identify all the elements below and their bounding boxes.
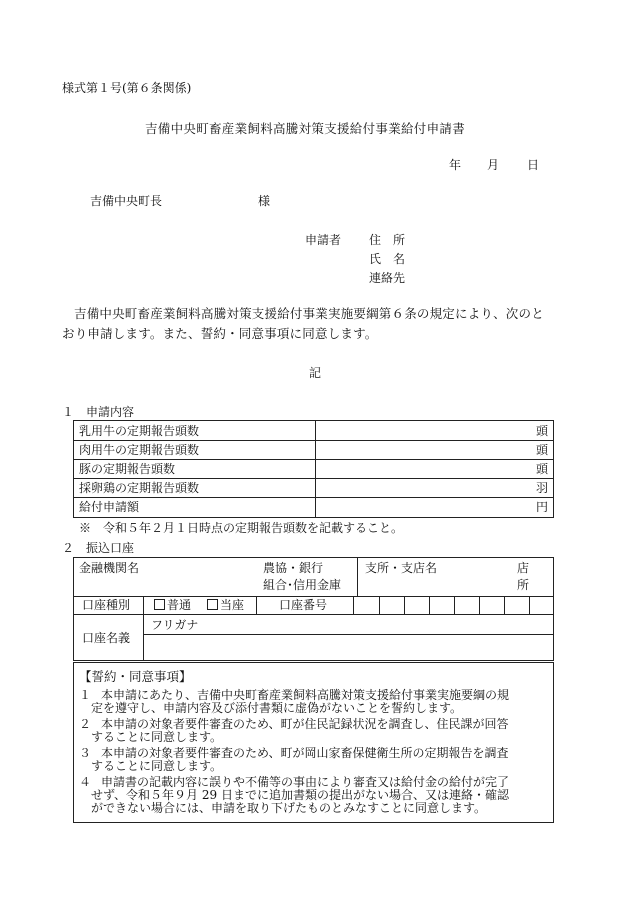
row-label-amount: 給付申請額	[79, 500, 140, 514]
row-label-dairy-cattle: 乳用牛の定期報告頭数	[79, 424, 200, 438]
account-type-ordinary-label: 普通	[167, 598, 192, 612]
date-year: 年	[449, 158, 462, 172]
body-text-line2: おり申請します。また、誓約・同意事項に同意します。	[62, 326, 378, 341]
row-unit-layers: 羽	[535, 481, 548, 495]
account-type-label: 口座種別	[82, 598, 131, 612]
account-number-label: 口座番号	[279, 598, 328, 612]
ki-heading: 記	[309, 366, 322, 380]
account-type-current[interactable]	[207, 598, 244, 612]
row-unit-dairy-cattle: 頭	[535, 424, 548, 438]
addressee-name: 吉備中央町長	[90, 194, 163, 208]
form-label: 様式第１号(第６条関係)	[62, 81, 192, 95]
pledge-item-4-no: ４	[79, 775, 92, 789]
row-unit-beef-cattle: 頭	[535, 443, 548, 457]
bank-account-table	[73, 557, 554, 661]
pledge-item-1-line1: 本申請にあたり、吉備中央町畜産業飼料高騰対策支援給付事業実施要綱の規	[101, 688, 510, 702]
institution-type-2: 組合･信用金庫	[263, 578, 342, 592]
section1-note: ※ 令和５年２月１日時点の定期報告頭数を記載すること。	[79, 521, 404, 535]
section2-heading: ２ 振込口座	[62, 541, 135, 555]
pledge-item-2-line2: することに同意します。	[91, 730, 223, 744]
applicant-label: 申請者	[305, 233, 342, 247]
pledge-item-3-no: ３	[79, 746, 92, 760]
pledge-item-2-line1: 本申請の対象者要件審査のため、町が住民記録状況を調査し、住民課が回答	[101, 717, 509, 731]
pledge-item-4-line2: せず、令和５年９月 29 日までに追加書類の提出がない場合、又は連絡・確認	[91, 788, 509, 802]
addressee-honorific: 様	[258, 194, 271, 208]
pledge-item-3-line2: することに同意します。	[91, 759, 223, 773]
branch-suffix-store: 店	[517, 561, 530, 575]
pledge-item-2-no: ２	[79, 717, 92, 731]
application-table	[73, 420, 554, 518]
institution-name-label: 金融機関名	[79, 561, 140, 575]
checkbox-icon[interactable]	[207, 599, 218, 610]
checkbox-icon[interactable]	[154, 599, 165, 610]
pledge-title: 【誓約・同意事項】	[79, 669, 192, 684]
institution-type-1: 農協・銀行	[263, 561, 324, 575]
row-unit-pigs: 頭	[535, 462, 548, 476]
pledge-item-4-line3: ができない場合には、申請を取り下げたものとみなすことに同意します。	[91, 801, 487, 815]
pledge-item-1-no: １	[79, 688, 92, 702]
section1-heading: １ 申請内容	[62, 405, 135, 419]
branch-name-label: 支所・支店名	[365, 561, 438, 575]
body-text-line1: 吉備中央町畜産業飼料高騰対策支援給付事業実施要綱第６条の規定により、次のと	[74, 306, 544, 321]
pledge-item-4-line1: 申請書の記載内容に誤りや不備等の事由により審査又は給付金の給付が完了	[101, 775, 510, 789]
pledge-item-1-line2: 定を遵守し、申請内容及び添付書類に虚偽がないことを誓約します。	[91, 701, 463, 715]
date-month: 月	[487, 158, 500, 172]
pledge-item-3-line1: 本申請の対象者要件審査のため、町が岡山家畜保健衛生所の定期報告を調査	[101, 746, 509, 760]
account-type-current-label: 当座	[220, 598, 245, 612]
applicant-name-label: 氏 名	[369, 252, 406, 266]
applicant-contact-label: 連絡先	[369, 271, 406, 285]
branch-suffix-office: 所	[517, 578, 530, 592]
account-type-ordinary[interactable]	[154, 598, 191, 612]
page-title: 吉備中央町畜産業飼料高騰対策支援給付事業給付申請書	[145, 121, 466, 136]
row-label-pigs: 豚の定期報告頭数	[79, 462, 176, 476]
furigana-label: フリガナ	[151, 618, 199, 632]
account-name-label: 口座名義	[82, 631, 131, 645]
pledge-box	[73, 662, 554, 823]
date-day: 日	[527, 158, 540, 172]
row-unit-amount: 円	[535, 500, 548, 514]
row-label-layers: 採卵鶏の定期報告頭数	[79, 481, 200, 495]
row-label-beef-cattle: 肉用牛の定期報告頭数	[79, 443, 200, 457]
applicant-address-label: 住 所	[369, 233, 406, 247]
